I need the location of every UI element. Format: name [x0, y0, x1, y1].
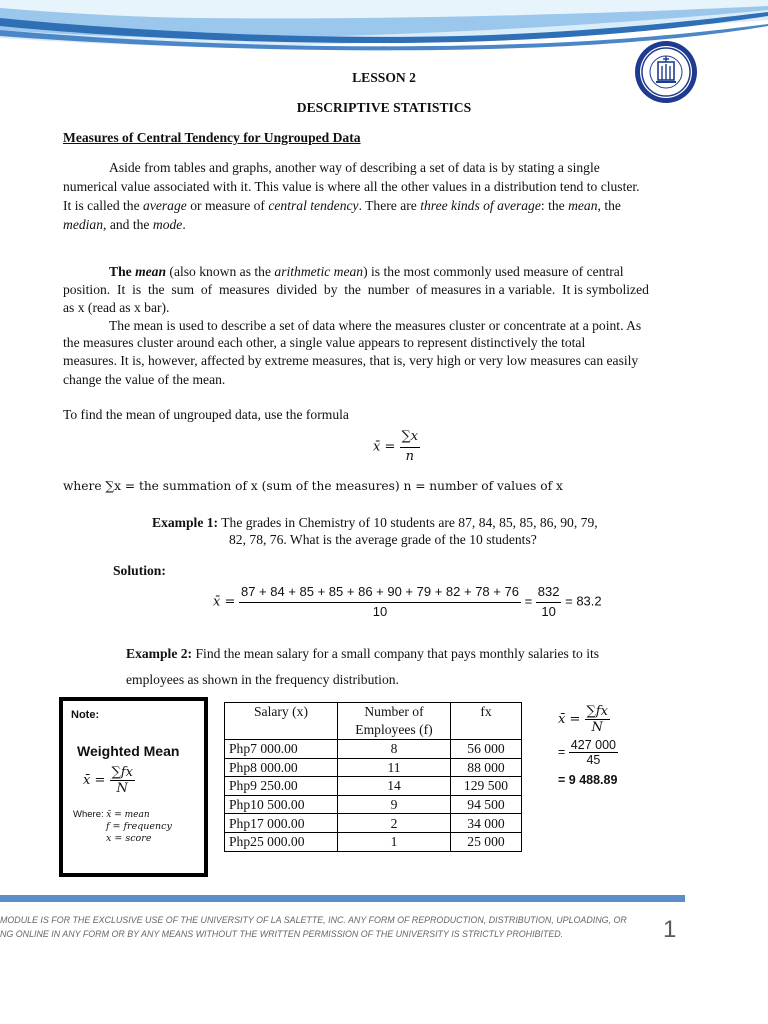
table-row: [225, 777, 522, 796]
solution-equation: x̄ = $\frac{87 + 84 + 85 + 85 + 86 + 90 + 79 + 82 + 78 + 76}{10}$ = $\frac{832}{10}$ = 83.2: [213, 584, 602, 619]
table-row: [225, 758, 522, 777]
calc-substitution: = $\frac{427 000}{45}$: [558, 738, 616, 767]
formula-intro: To find the mean of ungrouped data, use the formula: [63, 407, 349, 422]
example1-line2: 82, 78, 76. What is the average grade of the 10 students?: [229, 532, 537, 547]
calc-formula: x̄ = $\frac{\sum fx}{N}$: [558, 704, 608, 735]
cell-salary: Php9 250.00: [225, 777, 338, 796]
weighted-mean-formula: x̄ = $\frac{\sum fx}{N}$: [83, 765, 133, 796]
cell-fx: 129 500: [451, 777, 522, 796]
mean-formula: x̄ = $\frac{\sum x}{n}$: [373, 429, 419, 464]
lesson-label: LESSON 2: [352, 70, 416, 85]
calc-result: = 9 488.89: [558, 773, 618, 787]
cell-fx: 25 000: [451, 832, 522, 851]
cell-salary: Php25 000.00: [225, 832, 338, 851]
para1-line2: numerical value associated with it. This value is where all the other values in a distribution tend to cluster.: [63, 179, 640, 194]
table-row: [225, 832, 522, 851]
para3-line2: the measures cluster around each other, a single value appears to represent distinctively the total: [63, 335, 586, 350]
footer-line2: NG ONLINE IN ANY FORM OR BY ANY MEANS WITHOUT THE WRITTEN PERMISSION OF THE UNIVERSITY IS STRICTLY PROHIBITED.: [0, 929, 564, 939]
table-row: [225, 740, 522, 759]
cell-fx: 94 500: [451, 795, 522, 814]
cell-count: 9: [338, 795, 451, 814]
example2-line2: employees as shown in the frequency distribution.: [126, 672, 399, 687]
col-fx: fx: [451, 703, 522, 740]
cell-salary: Php8 000.00: [225, 758, 338, 777]
cell-salary: Php7 000.00: [225, 740, 338, 759]
page-number: 1: [663, 916, 677, 943]
cell-salary: Php17 000.00: [225, 814, 338, 833]
para3-line1: The mean is used to describe a set of data where the measures cluster or concentrate at a point. As: [109, 318, 642, 333]
footer-bar: [0, 895, 685, 902]
weighted-mean-title: Weighted Mean: [77, 743, 180, 759]
cell-count: 1: [338, 832, 451, 851]
frequency-table: [224, 702, 522, 852]
page-title: DESCRIPTIVE STATISTICS: [296, 100, 472, 115]
cell-count: 14: [338, 777, 451, 796]
para1-line1: Aside from tables and graphs, another way of describing a set of data is by stating a single: [109, 160, 600, 175]
para1-line4: median, and the mode.: [63, 217, 186, 232]
cell-count: 8: [338, 740, 451, 759]
para1-line3: It is called the average or measure of central tendency. There are three kinds of average: the mean, the: [63, 198, 621, 213]
table-row: [225, 814, 522, 833]
example1-line1: Example 1: The grades in Chemistry of 10 students are 87, 84, 85, 85, 86, 90, 79,: [152, 515, 598, 530]
para2-line3: as x (read as x bar).: [63, 300, 170, 315]
table-header-row: [225, 703, 522, 740]
cell-fx: 34 000: [451, 814, 522, 833]
section-title: Measures of Central Tendency for Ungrouped Data: [63, 130, 361, 145]
cell-count: 2: [338, 814, 451, 833]
para2-line2: position. It is the sum of measures divided by the number of measures in a variable. It is symbolized: [63, 282, 649, 297]
solution-label: Solution:: [113, 563, 166, 578]
para3-line3: measures. It is, however, affected by extreme measures, that is, very high or very low measures can easily: [63, 353, 639, 368]
footer-disclaimer: [0, 913, 650, 941]
note-box: [59, 697, 208, 877]
note-where: Where: x̄ = mean f = frequency x = score: [73, 809, 172, 844]
cell-fx: 56 000: [451, 740, 522, 759]
footer-line1: MODULE IS FOR THE EXCLUSIVE USE OF THE UNIVERSITY OF LA SALETTE, INC. ANY FORM OF REPRODUCTION, DISTRIBUTION, UPLOADING, OR: [0, 915, 627, 925]
where-line: where ∑x = the summation of x (sum of the measures) n = number of values of x: [63, 479, 563, 493]
para3-line4: change the value of the mean.: [63, 372, 226, 387]
col-salary: Salary (x): [225, 703, 338, 740]
cell-fx: 88 000: [451, 758, 522, 777]
cell-count: 11: [338, 758, 451, 777]
para2-line1: The mean (also known as the arithmetic mean) is the most commonly used measure of central: [109, 264, 624, 279]
note-label: Note:: [71, 709, 100, 721]
cell-salary: Php10 500.00: [225, 795, 338, 814]
example2-line1: Example 2: Find the mean salary for a small company that pays monthly salaries to its: [126, 646, 600, 661]
col-employees: Number of Employees (f): [338, 703, 451, 740]
table-row: [225, 795, 522, 814]
